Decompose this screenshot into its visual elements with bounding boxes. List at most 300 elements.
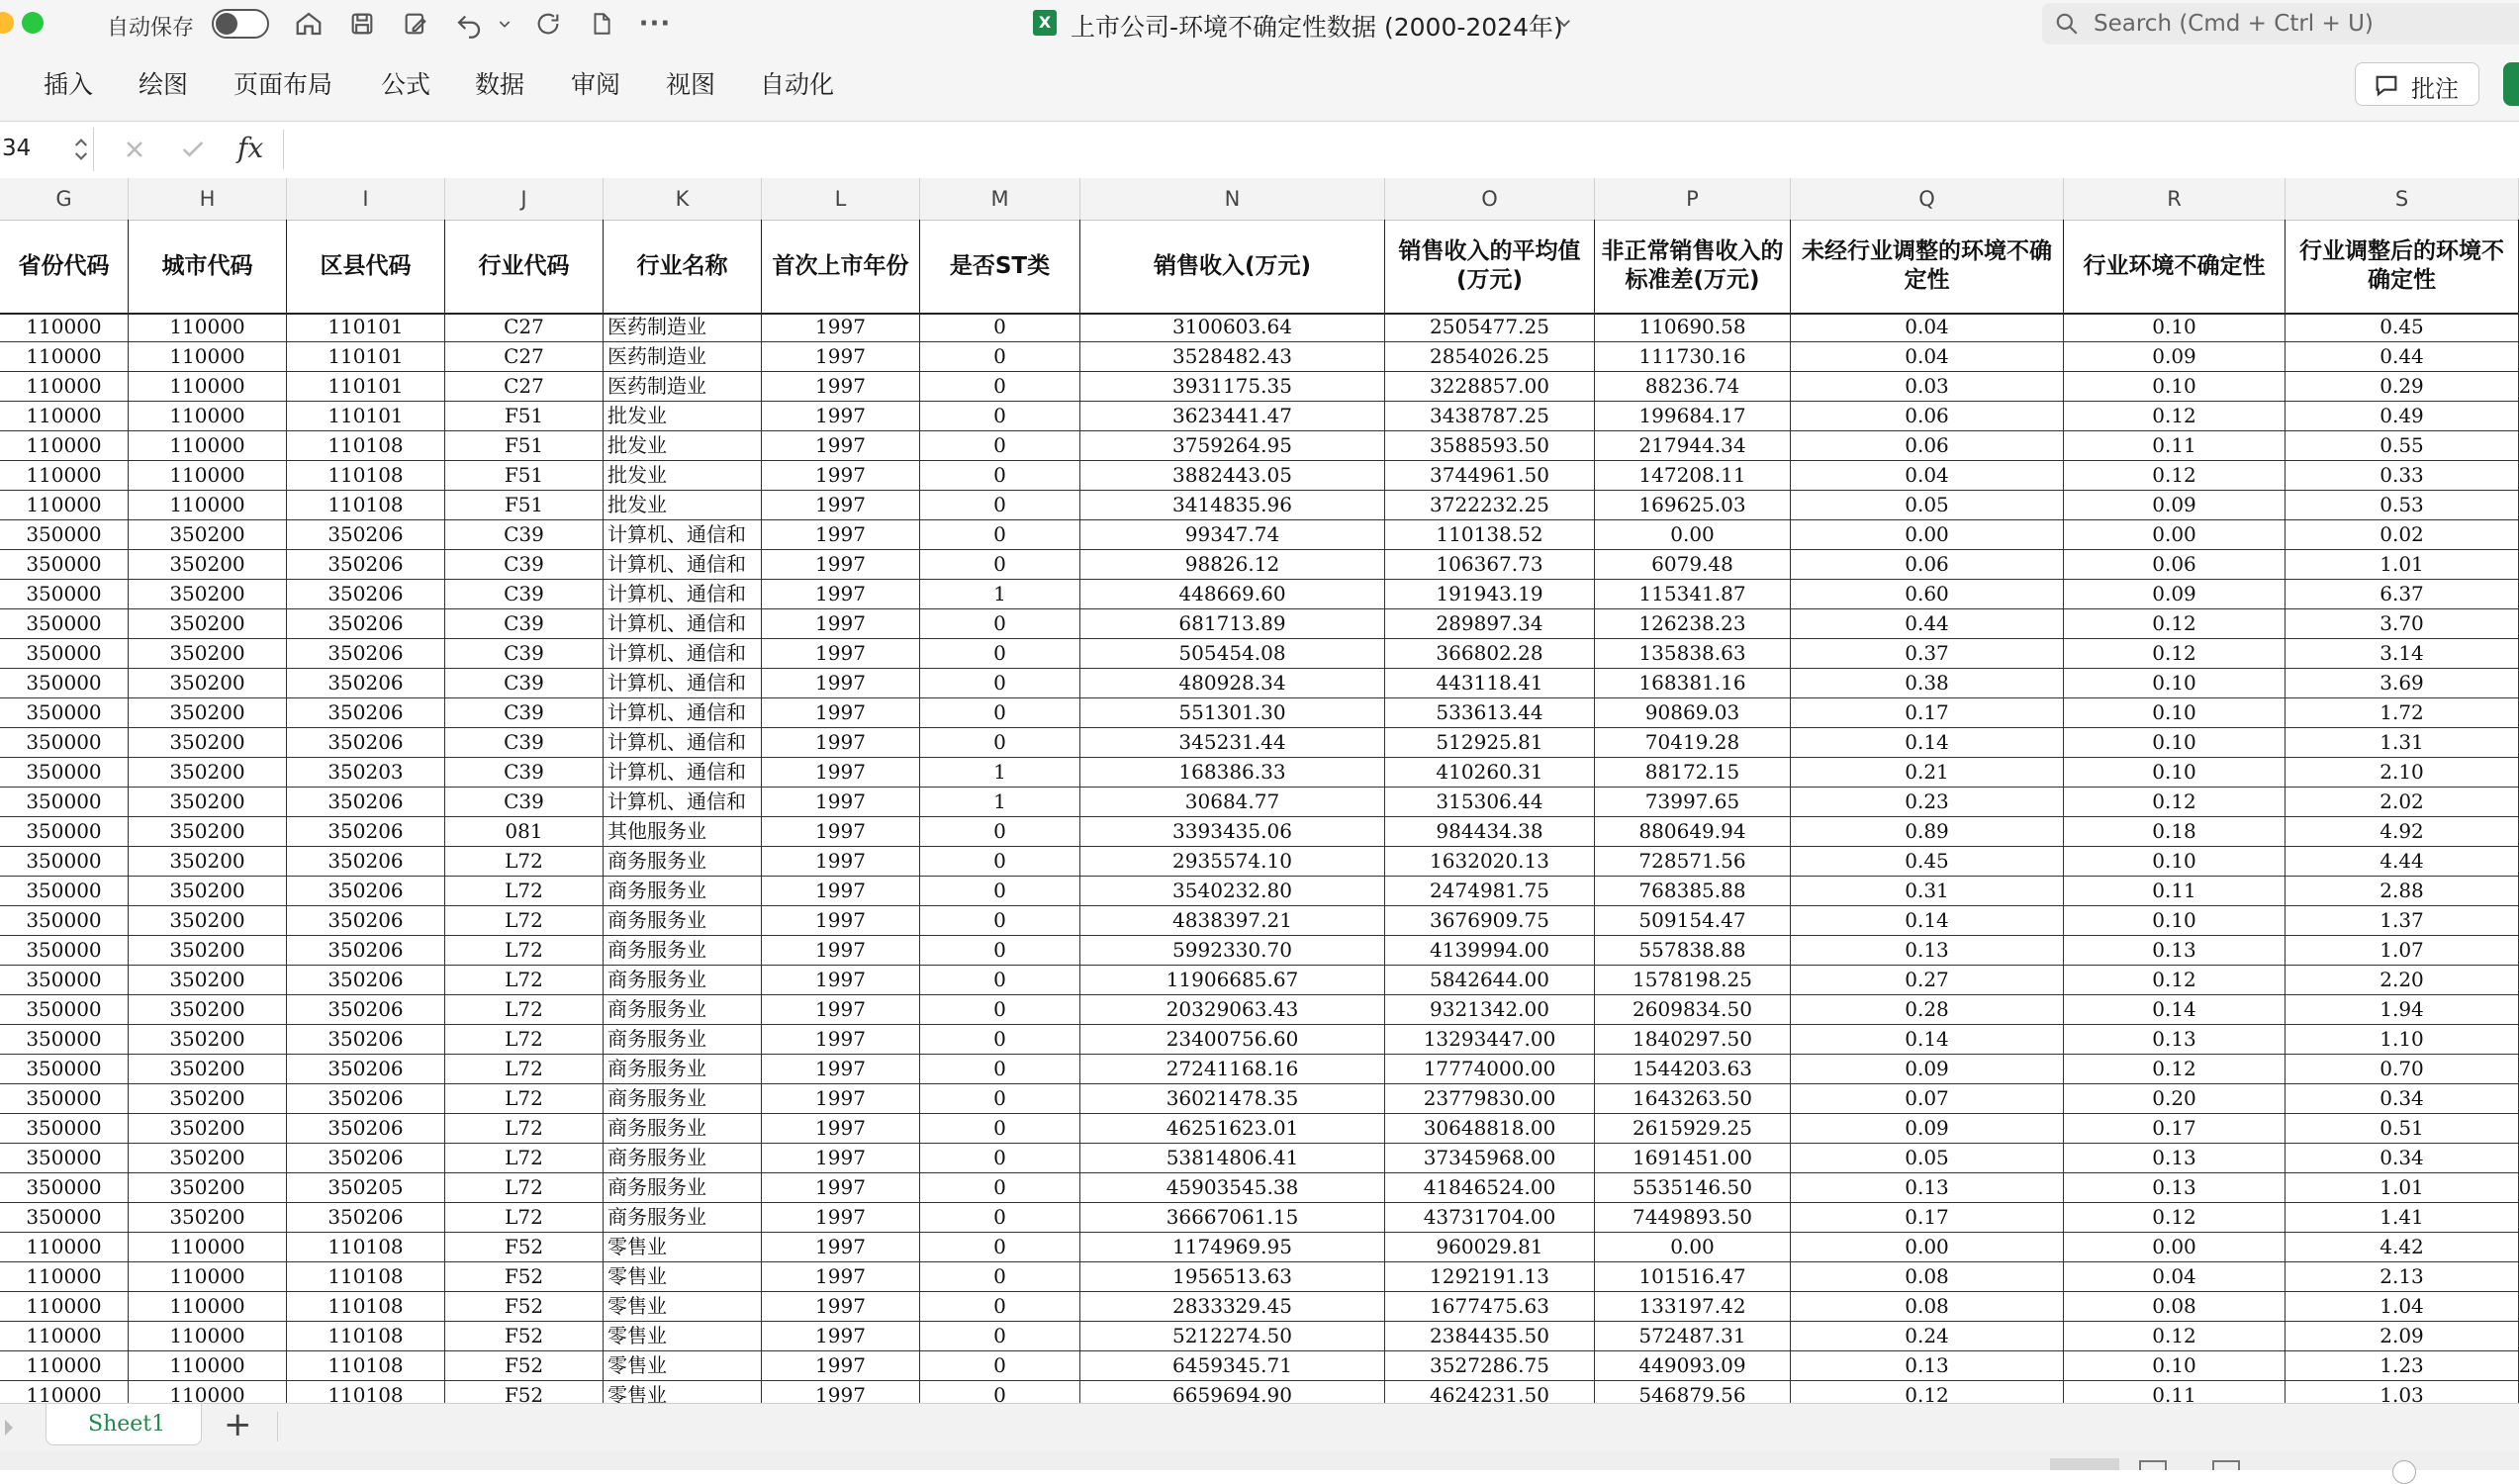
share-button[interactable] [2503,62,2519,106]
table-row[interactable] [0,372,2519,402]
table-cell[interactable]: 0.21 [1791,758,2064,787]
table-cell[interactable]: 110000 [0,1262,129,1291]
table-cell[interactable]: 0.10 [2064,372,2286,401]
table-cell[interactable]: 0.12 [2064,966,2286,994]
header-cell[interactable]: 区县代码 [287,220,445,313]
table-cell[interactable]: 1997 [762,995,920,1024]
table-row[interactable] [0,491,2519,520]
table-cell[interactable]: 1997 [762,431,920,460]
table-cell[interactable]: 0.53 [2286,491,2519,519]
table-cell[interactable]: 90869.03 [1595,698,1791,727]
table-cell[interactable]: 0.14 [1791,1025,2064,1054]
table-cell[interactable]: 商务服务业 [604,1203,762,1232]
table-cell[interactable]: 3100603.64 [1080,313,1385,341]
column-header-i[interactable]: I [287,178,445,220]
table-cell[interactable]: 0.04 [1791,342,2064,371]
table-cell[interactable]: 计算机、通信和 [604,788,762,816]
table-cell[interactable]: 37345968.00 [1385,1144,1595,1172]
table-cell[interactable]: 449093.09 [1595,1351,1791,1380]
table-cell[interactable]: 1997 [762,402,920,430]
table-cell[interactable]: 0.13 [1791,1351,2064,1380]
search-box[interactable] [2042,3,2519,45]
table-cell[interactable]: 1.72 [2286,698,2519,727]
table-cell[interactable]: 350000 [0,639,129,668]
table-cell[interactable]: 350200 [129,788,287,816]
table-cell[interactable]: 0 [920,966,1080,994]
table-cell[interactable]: L72 [445,1203,604,1232]
table-cell[interactable]: 0.24 [1791,1322,2064,1350]
table-cell[interactable]: 36667061.15 [1080,1203,1385,1232]
page-break-view-icon[interactable] [2212,1460,2240,1470]
table-cell[interactable]: 4838397.21 [1080,906,1385,935]
table-cell[interactable]: 3414835.96 [1080,491,1385,519]
table-cell[interactable]: C39 [445,698,604,727]
header-cell[interactable]: 行业名称 [604,220,762,313]
table-cell[interactable]: 1544203.63 [1595,1055,1791,1083]
table-cell[interactable]: 350200 [129,520,287,549]
table-cell[interactable]: 350000 [0,788,129,816]
table-cell[interactable]: 5992330.70 [1080,936,1385,965]
table-cell[interactable]: C27 [445,342,604,371]
table-cell[interactable]: 350206 [287,698,445,727]
table-cell[interactable]: F52 [445,1381,604,1403]
table-cell[interactable]: 3588593.50 [1385,431,1595,460]
table-cell[interactable]: 41846524.00 [1385,1173,1595,1202]
table-cell[interactable]: 0.09 [2064,342,2286,371]
table-cell[interactable]: 110101 [287,402,445,430]
table-cell[interactable]: 557838.88 [1595,936,1791,965]
table-row[interactable] [0,698,2519,728]
table-cell[interactable]: 3527286.75 [1385,1351,1595,1380]
table-cell[interactable]: 110000 [0,1292,129,1321]
table-cell[interactable]: 0 [920,609,1080,638]
table-cell[interactable]: 505454.08 [1080,639,1385,668]
table-cell[interactable]: 110108 [287,1322,445,1350]
table-cell[interactable]: 4.44 [2286,847,2519,876]
table-cell[interactable]: 1997 [762,342,920,371]
table-cell[interactable]: C39 [445,788,604,816]
table-cell[interactable]: 计算机、通信和 [604,609,762,638]
table-cell[interactable]: L72 [445,1025,604,1054]
table-cell[interactable]: 0.17 [1791,698,2064,727]
table-cell[interactable]: 0.17 [1791,1203,2064,1232]
table-cell[interactable]: 0.04 [1791,313,2064,341]
page-layout-view-icon[interactable] [2139,1460,2167,1470]
table-cell[interactable]: 199684.17 [1595,402,1791,430]
table-cell[interactable]: 0 [920,461,1080,490]
table-row[interactable] [0,1292,2519,1322]
table-cell[interactable]: 88236.74 [1595,372,1791,401]
table-cell[interactable]: 0.06 [1791,402,2064,430]
table-cell[interactable]: 1997 [762,906,920,935]
tab-draw[interactable]: 绘图 [139,70,189,99]
name-box-stepper-icon[interactable] [73,134,89,169]
comment-button[interactable] [2355,62,2479,106]
table-cell[interactable]: 0 [920,491,1080,519]
table-cell[interactable]: 0.13 [2064,1025,2286,1054]
table-cell[interactable]: 88172.15 [1595,758,1791,787]
table-cell[interactable]: 110108 [287,1233,445,1261]
table-cell[interactable]: L72 [445,995,604,1024]
table-cell[interactable]: 3540232.80 [1080,877,1385,905]
table-cell[interactable]: 0.13 [1791,1173,2064,1202]
redo-icon[interactable] [528,6,568,42]
table-cell[interactable]: 1997 [762,609,920,638]
table-cell[interactable]: 0 [920,1233,1080,1261]
table-row[interactable] [0,1084,2519,1114]
table-cell[interactable]: 1997 [762,1173,920,1202]
table-cell[interactable]: 350206 [287,877,445,905]
table-cell[interactable]: 350206 [287,936,445,965]
tab-review[interactable]: 审阅 [571,70,621,99]
table-cell[interactable]: 168386.33 [1080,758,1385,787]
table-cell[interactable]: 医药制造业 [604,313,762,341]
sheet-scroll-left-icon[interactable] [2,1418,16,1441]
table-cell[interactable]: 0.10 [2064,669,2286,697]
table-cell[interactable]: 3722232.25 [1385,491,1595,519]
table-cell[interactable]: 350206 [287,669,445,697]
table-cell[interactable]: 0.28 [1791,995,2064,1024]
table-cell[interactable]: 0.06 [1791,431,2064,460]
table-cell[interactable]: 101516.47 [1595,1262,1791,1291]
table-cell[interactable]: 217944.34 [1595,431,1791,460]
zoom-slider-handle[interactable] [2392,1460,2416,1484]
table-cell[interactable]: 350200 [129,936,287,965]
table-cell[interactable]: 1997 [762,1262,920,1291]
table-row[interactable] [0,1144,2519,1173]
table-cell[interactable]: 23779830.00 [1385,1084,1595,1113]
table-cell[interactable]: 1 [920,788,1080,816]
table-cell[interactable]: 0.13 [1791,936,2064,965]
table-cell[interactable]: 1997 [762,877,920,905]
table-cell[interactable]: 45903545.38 [1080,1173,1385,1202]
table-cell[interactable]: 1956513.63 [1080,1262,1385,1291]
table-cell[interactable]: 168381.16 [1595,669,1791,697]
table-cell[interactable]: 商务服务业 [604,936,762,965]
column-header-j[interactable]: J [445,178,604,220]
table-cell[interactable]: 115341.87 [1595,580,1791,608]
table-cell[interactable]: 1997 [762,1351,920,1380]
table-cell[interactable]: 批发业 [604,461,762,490]
table-cell[interactable]: 0.08 [1791,1292,2064,1321]
table-cell[interactable]: 3.70 [2286,609,2519,638]
table-cell[interactable]: F51 [445,402,604,430]
table-cell[interactable]: 110138.52 [1385,520,1595,549]
table-cell[interactable]: 1997 [762,1233,920,1261]
column-header-k[interactable]: K [604,178,762,220]
data-grid[interactable] [0,313,2519,1403]
table-cell[interactable]: 110108 [287,431,445,460]
formula-input[interactable] [283,130,2519,169]
table-cell[interactable]: F52 [445,1233,604,1261]
table-cell[interactable]: 350206 [287,906,445,935]
header-cell[interactable]: 销售收入的平均值(万元) [1385,220,1595,313]
table-cell[interactable]: 0.07 [1791,1084,2064,1113]
table-cell[interactable]: 0.12 [2064,461,2286,490]
table-row[interactable] [0,342,2519,372]
table-cell[interactable]: 1997 [762,550,920,579]
table-cell[interactable]: 0.14 [1791,906,2064,935]
table-cell[interactable]: 3.69 [2286,669,2519,697]
table-cell[interactable]: 30684.77 [1080,788,1385,816]
table-cell[interactable]: 1997 [762,461,920,490]
table-cell[interactable]: 110108 [287,461,445,490]
table-cell[interactable]: 1.01 [2286,550,2519,579]
table-cell[interactable]: 商务服务业 [604,877,762,905]
table-cell[interactable]: 0 [920,1084,1080,1113]
table-row[interactable] [0,1351,2519,1381]
table-row[interactable] [0,639,2519,669]
table-cell[interactable]: 0.12 [2064,639,2286,668]
table-cell[interactable]: 商务服务业 [604,1114,762,1143]
table-cell[interactable]: 110000 [0,1351,129,1380]
table-cell[interactable]: 350200 [129,698,287,727]
table-cell[interactable]: 350000 [0,758,129,787]
table-cell[interactable]: L72 [445,936,604,965]
table-cell[interactable]: 350200 [129,1025,287,1054]
column-header-p[interactable]: P [1595,178,1791,220]
table-cell[interactable]: 7449893.50 [1595,1203,1791,1232]
table-cell[interactable]: 30648818.00 [1385,1114,1595,1143]
table-cell[interactable]: 1997 [762,1084,920,1113]
table-cell[interactable]: 53814806.41 [1080,1144,1385,1172]
table-cell[interactable]: 1632020.13 [1385,847,1595,876]
table-cell[interactable]: F51 [445,461,604,490]
table-cell[interactable]: 零售业 [604,1233,762,1261]
table-cell[interactable]: 572487.31 [1595,1322,1791,1350]
table-cell[interactable]: 0.55 [2286,431,2519,460]
confirm-check-icon[interactable] [178,136,208,167]
table-cell[interactable]: 商务服务业 [604,1084,762,1113]
table-cell[interactable]: 350200 [129,906,287,935]
table-cell[interactable]: 289897.34 [1385,609,1595,638]
table-cell[interactable]: 0.10 [2064,906,2286,935]
table-cell[interactable]: C27 [445,372,604,401]
table-cell[interactable]: 533613.44 [1385,698,1595,727]
table-cell[interactable]: 2384435.50 [1385,1322,1595,1350]
table-cell[interactable]: 4139994.00 [1385,936,1595,965]
table-cell[interactable]: 1.37 [2286,906,2519,935]
table-cell[interactable]: 0 [920,402,1080,430]
table-cell[interactable]: 46251623.01 [1080,1114,1385,1143]
table-cell[interactable]: 0.11 [2064,877,2286,905]
table-cell[interactable]: L72 [445,1055,604,1083]
table-cell[interactable]: 9321342.00 [1385,995,1595,1024]
table-cell[interactable]: 2833329.45 [1080,1292,1385,1321]
table-cell[interactable]: 3931175.35 [1080,372,1385,401]
table-row[interactable] [0,995,2519,1025]
document-title[interactable]: 上市公司-环境不确定性数据 (2000-2024年) [1071,13,1563,42]
table-cell[interactable]: 315306.44 [1385,788,1595,816]
normal-view-button[interactable] [2050,1458,2119,1470]
table-row[interactable] [0,758,2519,788]
table-cell[interactable]: 110000 [129,1233,287,1261]
table-cell[interactable]: 110000 [129,1292,287,1321]
table-row[interactable] [0,609,2519,639]
table-cell[interactable]: 批发业 [604,402,762,430]
table-cell[interactable]: 0 [920,1114,1080,1143]
table-cell[interactable]: 医药制造业 [604,372,762,401]
table-cell[interactable]: 110000 [129,431,287,460]
table-cell[interactable]: 0 [920,313,1080,341]
table-row[interactable] [0,669,2519,698]
table-row[interactable] [0,936,2519,966]
table-cell[interactable]: 零售业 [604,1322,762,1350]
column-header-q[interactable]: Q [1791,178,2064,220]
table-cell[interactable]: 0.00 [2064,1233,2286,1261]
table-cell[interactable]: 350200 [129,1055,287,1083]
table-cell[interactable]: L72 [445,1144,604,1172]
table-cell[interactable]: 0.12 [2064,402,2286,430]
table-cell[interactable]: 110000 [129,1322,287,1350]
table-cell[interactable]: 0 [920,1322,1080,1350]
table-cell[interactable]: 0.11 [2064,431,2286,460]
table-header-row[interactable] [0,220,2519,315]
table-cell[interactable]: 3393435.06 [1080,817,1385,846]
table-cell[interactable]: 1677475.63 [1385,1292,1595,1321]
table-cell[interactable]: 0.34 [2286,1084,2519,1113]
table-cell[interactable]: 960029.81 [1385,1233,1595,1261]
table-cell[interactable]: 1997 [762,1292,920,1321]
autosave-toggle[interactable] [212,9,269,39]
table-cell[interactable]: 零售业 [604,1381,762,1403]
table-cell[interactable]: 0 [920,1025,1080,1054]
sheet-tab-sheet1[interactable] [46,1404,202,1445]
table-cell[interactable]: 商务服务业 [604,847,762,876]
table-cell[interactable]: 350200 [129,1114,287,1143]
table-cell[interactable]: 1997 [762,1114,920,1143]
table-row[interactable] [0,788,2519,817]
table-cell[interactable]: 3623441.47 [1080,402,1385,430]
table-cell[interactable]: 350206 [287,520,445,549]
table-cell[interactable]: 2.02 [2286,788,2519,816]
table-cell[interactable]: 0.44 [2286,342,2519,371]
table-cell[interactable]: F52 [445,1262,604,1291]
table-cell[interactable]: 0.00 [1791,520,2064,549]
table-cell[interactable]: 0.29 [2286,372,2519,401]
table-cell[interactable]: 1840297.50 [1595,1025,1791,1054]
table-cell[interactable]: 350000 [0,1084,129,1113]
table-cell[interactable]: 350000 [0,966,129,994]
table-cell[interactable]: 0.12 [2064,609,2286,638]
column-header-g[interactable]: G [0,178,129,220]
table-cell[interactable]: 1.31 [2286,728,2519,757]
table-cell[interactable]: 350000 [0,847,129,876]
table-cell[interactable]: 0 [920,1381,1080,1403]
column-header-h[interactable]: H [129,178,287,220]
table-cell[interactable]: 4624231.50 [1385,1381,1595,1403]
table-cell[interactable]: 73997.65 [1595,788,1791,816]
header-cell[interactable]: 销售收入(万元) [1080,220,1385,313]
table-cell[interactable]: 448669.60 [1080,580,1385,608]
table-cell[interactable]: 768385.88 [1595,877,1791,905]
table-cell[interactable]: 350200 [129,995,287,1024]
table-cell[interactable]: 551301.30 [1080,698,1385,727]
table-cell[interactable]: 0.12 [2064,1055,2286,1083]
table-cell[interactable]: 350205 [287,1173,445,1202]
table-cell[interactable]: C27 [445,313,604,341]
table-cell[interactable]: 0 [920,1351,1080,1380]
table-row[interactable] [0,1055,2519,1084]
table-cell[interactable]: 1997 [762,728,920,757]
table-cell[interactable]: 350206 [287,1084,445,1113]
table-cell[interactable]: 0.06 [2064,550,2286,579]
table-cell[interactable]: 509154.47 [1595,906,1791,935]
table-cell[interactable]: 4.42 [2286,1233,2519,1261]
table-cell[interactable]: 0.11 [2064,1381,2286,1403]
table-cell[interactable]: 345231.44 [1080,728,1385,757]
table-cell[interactable]: 1997 [762,491,920,519]
table-cell[interactable]: 商务服务业 [604,1144,762,1172]
table-cell[interactable]: 0.12 [1791,1381,2064,1403]
table-cell[interactable]: 1997 [762,313,920,341]
table-cell[interactable]: 1997 [762,698,920,727]
table-cell[interactable]: 0.02 [2286,520,2519,549]
table-cell[interactable]: 110000 [129,313,287,341]
table-cell[interactable]: 110108 [287,491,445,519]
table-cell[interactable]: C39 [445,639,604,668]
table-cell[interactable]: F51 [445,431,604,460]
table-cell[interactable]: 0 [920,847,1080,876]
table-cell[interactable]: 110101 [287,342,445,371]
header-cell[interactable]: 首次上市年份 [762,220,920,313]
table-cell[interactable]: 13293447.00 [1385,1025,1595,1054]
table-cell[interactable]: 1.07 [2286,936,2519,965]
table-cell[interactable]: 880649.94 [1595,817,1791,846]
table-cell[interactable]: 0 [920,1262,1080,1291]
table-cell[interactable]: 350000 [0,550,129,579]
table-cell[interactable]: 1643263.50 [1595,1084,1791,1113]
table-cell[interactable]: 36021478.35 [1080,1084,1385,1113]
table-cell[interactable]: 0.05 [1791,1144,2064,1172]
table-cell[interactable]: 3759264.95 [1080,431,1385,460]
table-cell[interactable]: 0.34 [2286,1144,2519,1172]
table-cell[interactable]: 6079.48 [1595,550,1791,579]
table-cell[interactable]: 350206 [287,639,445,668]
table-cell[interactable]: 110000 [0,402,129,430]
table-cell[interactable]: 0.44 [1791,609,2064,638]
table-cell[interactable]: 0.00 [1595,520,1791,549]
table-cell[interactable]: 20329063.43 [1080,995,1385,1024]
table-cell[interactable]: 106367.73 [1385,550,1595,579]
table-cell[interactable]: L72 [445,847,604,876]
table-cell[interactable]: 零售业 [604,1292,762,1321]
table-cell[interactable]: F52 [445,1351,604,1380]
table-cell[interactable]: 计算机、通信和 [604,520,762,549]
table-cell[interactable]: 0.31 [1791,877,2064,905]
table-cell[interactable]: 350206 [287,1144,445,1172]
table-cell[interactable]: 23400756.60 [1080,1025,1385,1054]
table-cell[interactable]: C39 [445,758,604,787]
table-cell[interactable]: 0.18 [2064,817,2286,846]
table-cell[interactable]: 410260.31 [1385,758,1595,787]
table-cell[interactable]: 2854026.25 [1385,342,1595,371]
header-cell[interactable]: 非正常销售收入的标准差(万元) [1595,220,1791,313]
table-row[interactable] [0,1381,2519,1403]
column-header-s[interactable]: S [2286,178,2519,220]
table-cell[interactable]: 计算机、通信和 [604,669,762,697]
table-cell[interactable]: 2.09 [2286,1322,2519,1350]
table-cell[interactable]: 110108 [287,1262,445,1291]
table-cell[interactable]: 4.92 [2286,817,2519,846]
table-cell[interactable]: 0.10 [2064,728,2286,757]
table-row[interactable] [0,877,2519,906]
table-cell[interactable]: 350206 [287,1114,445,1143]
table-cell[interactable]: 0 [920,520,1080,549]
table-cell[interactable]: 0.04 [1791,461,2064,490]
table-cell[interactable]: 546879.56 [1595,1381,1791,1403]
table-row[interactable] [0,520,2519,550]
